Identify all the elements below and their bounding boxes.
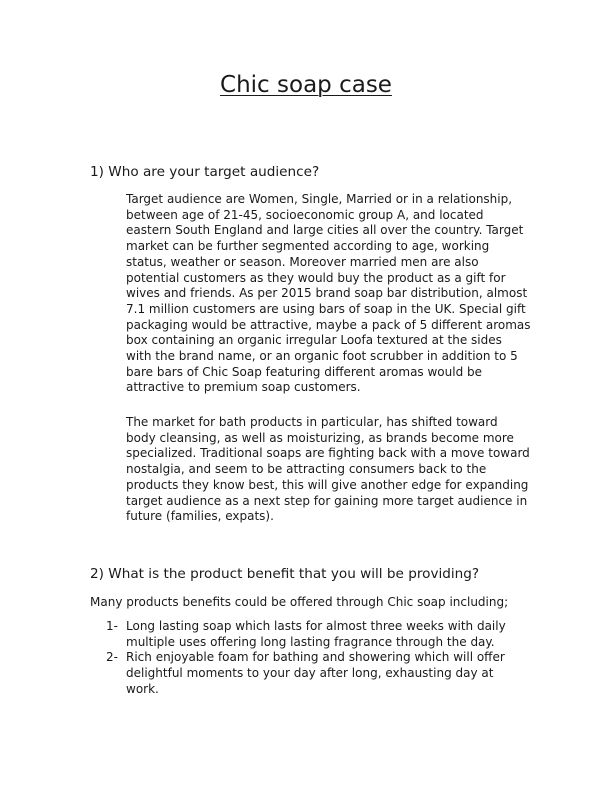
section-1-paragraph-1: Target audience are Women, Single, Married or in a relationship, between age of 21-45, socioeconomic group A, and located eastern South England and large cities all over the country. Target market can be further segmented according to age, working status, weather or season. Moreover married men are also potential customers as they would buy the product as a gift for wives and friends. As per 2015 brand soap bar distribution, almost 7.1 million customers are using bars of soap in the UK. Special gift packaging would be attractive, maybe a pack of 5 different aromas box containing an organic irregular Loofa textured at the sides with the brand name, or an organic foot scrubber in addition to 5 bare bars of Chic Soap featuring different aromas would be attractive to premium soap customers.: [126, 192, 531, 395]
list-item-number: 1-: [106, 619, 118, 633]
section-2-intro: Many products benefits could be offered through Chic soap including;: [90, 595, 509, 609]
benefit-list: [0, 619, 511, 698]
list-item-number: 2-: [106, 650, 118, 665]
section-1-heading: 1) Who are your target audience?: [90, 164, 320, 180]
list-item-text: Rich enjoyable foam for bathing and showering which will offer delightful moments to your day after long, exhausting day at work.: [126, 650, 505, 696]
list-item: [0, 650, 511, 697]
list-item-text: Long lasting soap which lasts for almost three weeks with daily multiple uses offering long lasting fragrance through the day.: [126, 619, 506, 649]
document-title: Chic soap case: [220, 72, 392, 98]
section-2-heading: 2) What is the product benefit that you will be providing?: [90, 566, 480, 582]
list-item: [0, 619, 511, 650]
section-1-paragraph-2: The market for bath products in particular, has shifted toward body cleansing, as well as moisturizing, as brands become more specialized. Traditional soaps are fighting back with a move toward nostalgia, and seem to be attracting consumers back to the products they know best, this will give another edge for expanding target audience as a next step for gaining more target audience in future (families, expats).: [126, 415, 530, 524]
